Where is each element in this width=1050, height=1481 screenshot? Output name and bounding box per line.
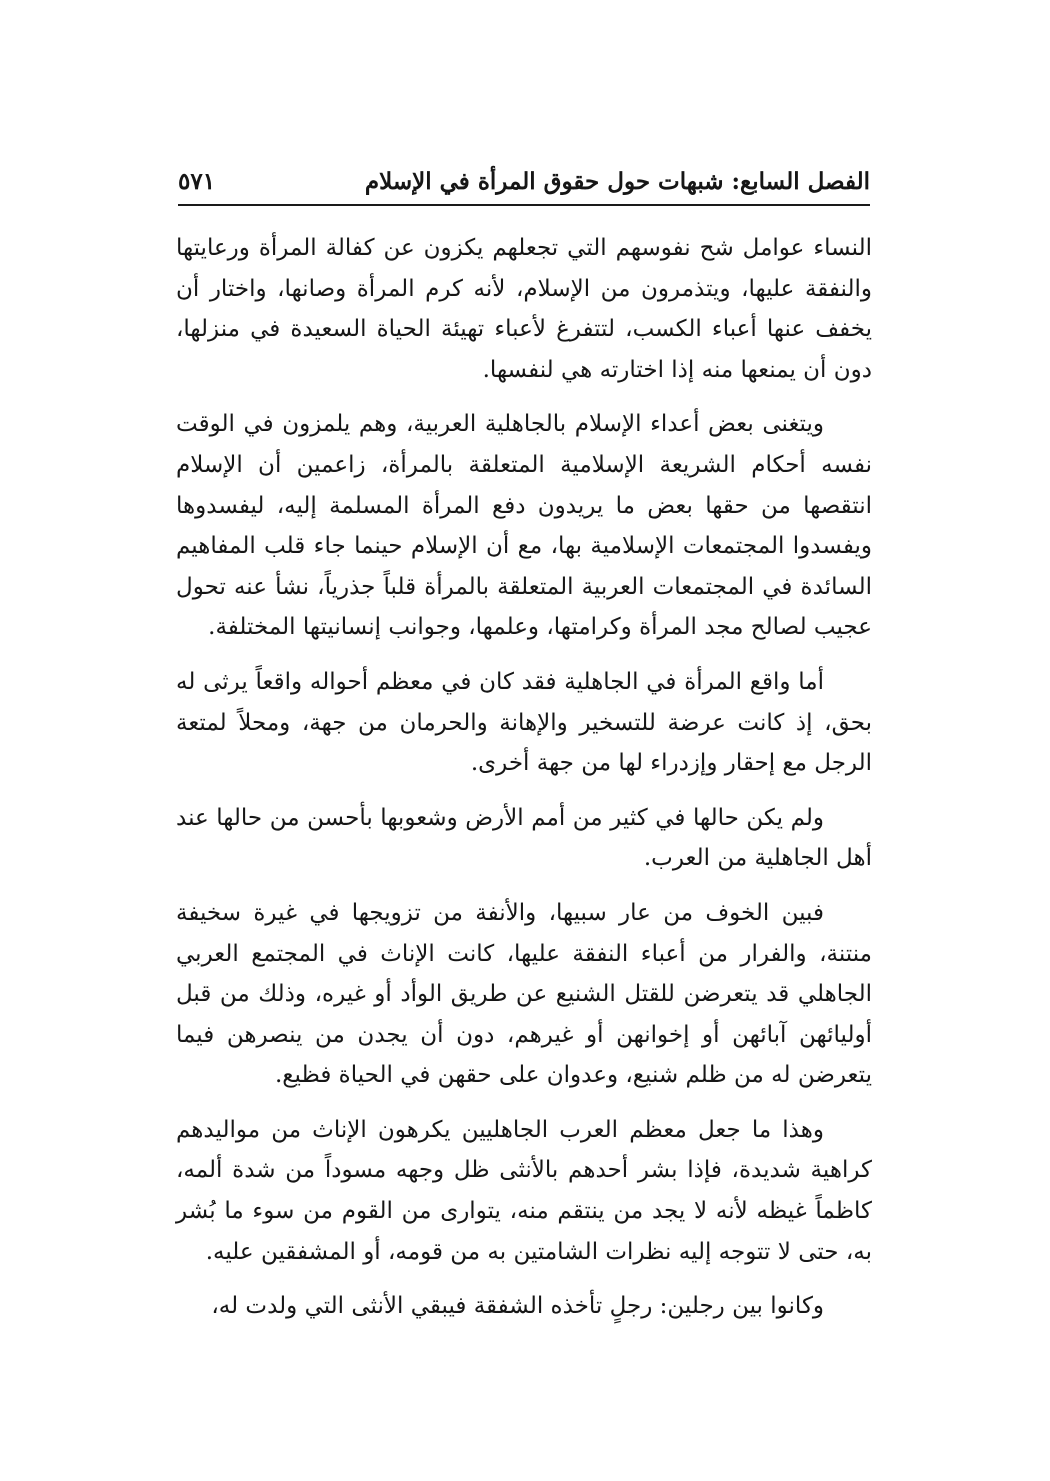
paragraph-7: وكانوا بين رجلين: رجلٍ تأخذه الشفقة فيبقي الأنثى التي ولدت له،	[211, 1293, 824, 1320]
paragraph-1: النساء عوامل شح نفوسهم التي تجعلهم يكزون عن كفالة المرأة ورعايتها والنفقة عليها، ويتذمرون من الإسلام، لأنه كرم المرأة وصانها، واختار أن يخفف عنها أعباء الكسب، لتتفرغ لأعباء تهيئة الحياة السعيدة في منزلها، دون أن يمنعها منه إذا اختارته هي لنفسها.	[176, 235, 872, 383]
paragraph-4: ولم يكن حالها في كثير من أمم الأرض وشعوبها بأحسن من حالها عند أهل الجاهلية من العرب.	[176, 804, 872, 872]
paragraph-3: أما واقع المرأة في الجاهلية فقد كان في معظم أحواله واقعاً يرثى له بحق، إذ كانت عرضة للتسخير والإهانة والحرمان من جهة، ومحلاً لمتعة الرجل مع إحقار وإزدراء لها من جهة أخرى.	[176, 668, 872, 777]
running-header	[178, 164, 870, 200]
paragraph-6: وهذا ما جعل معظم العرب الجاهليين يكرهون الإناث من مواليدهم كراهية شديدة، فإذا بشر أحدهم بالأنثى ظل وجهه مسوداً من شدة ألمه، كاظماً غيظه لأنه لا يجد من ينتقم منه، يتوارى من القوم من سوء ما بُشر به، حتى لا تتوجه إليه نظرات الشامتين به من قومه، أو المشفقين عليه.	[176, 1116, 872, 1265]
chapter-title: الفصل السابع: شبهات حول حقوق المرأة في الإسلام	[364, 168, 870, 195]
page-number: ٥٧١	[178, 168, 216, 195]
body-text	[176, 228, 872, 1341]
paragraph-2: ويتغنى بعض أعداء الإسلام بالجاهلية العربية، وهم يلمزون في الوقت نفسه أحكام الشريعة الإسلامية المتعلقة بالمرأة، زاعمين أن الإسلام انتقصها من حقها بعض ما يريدون دفع المرأة المسلمة إليه، ليفسدوها ويفسدوا المجتمعات الإسلامية بها، مع أن الإسلام حينما جاء قلب المفاهيم السائدة في المجتمعات العربية المتعلقة بالمرأة قلباً جذرياً، نشأ عنه تحول عجيب لصالح مجد المرأة وكرامتها، وعلمها، وجوانب إنسانيتها المختلفة.	[176, 411, 872, 641]
paragraph-5: فبين الخوف من عار سبيها، والأنفة من تزويجها في غيرة سخيفة منتنة، والفرار من أعباء النفقة عليها، كانت الإناث في المجتمع العربي الجاهلي قد يتعرضن للقتل الشنيع عن طريق الوأد أو غيره، وذلك من قبل أوليائهن آبائهن أو إخوانهن أو غيرهم، دون أن يجدن من ينصرهن فيما يتعرضن له من ظلم شنيع، وعدوان على حقهن في الحياة فظيع.	[176, 899, 872, 1089]
header-rule	[178, 204, 870, 206]
